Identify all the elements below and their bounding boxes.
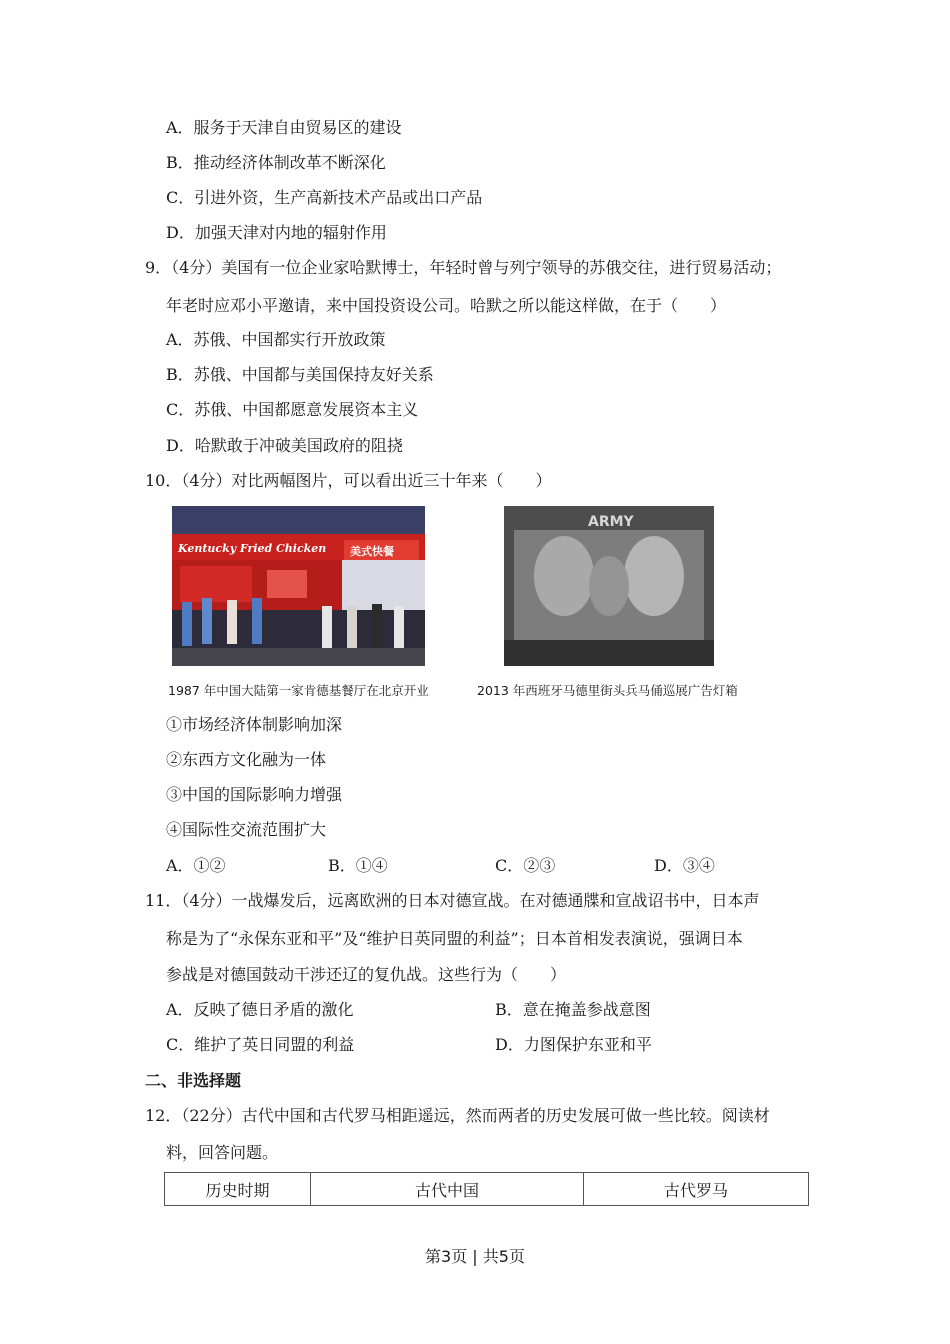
q10-stem: 10．（4分）对比两幅图片，可以看出近三十年来（ ） (145, 471, 552, 490)
q10-statement-2: ②东西方文化融为一体 (166, 750, 327, 769)
q11-option-d: D．力图保护东亚和平 (495, 1035, 652, 1054)
q8-option-b: B．推动经济体制改革不断深化 (166, 153, 386, 172)
q9-stem-line2: 年老时应邓小平邀请，来中国投资设公司。哈默之所以能这样做，在于（ ） (166, 296, 727, 315)
q10-option-d: D．③④ (654, 856, 715, 875)
q11-stem-line1: 11．（4分）一战爆发后，远离欧洲的日本对德宣战。在对德通牒和宣战诏书中，日本声 (145, 891, 760, 910)
comparison-table (164, 1172, 809, 1206)
page-footer: 第3页 | 共5页 (425, 1247, 525, 1266)
image1-caption: 1987 年中国大陆第一家肯德基餐厅在北京开业 (168, 683, 429, 698)
image2-caption: 2013 年西班牙马德里街头兵马俑巡展广告灯箱 (477, 683, 738, 698)
table-header-row (165, 1173, 809, 1206)
q10-statement-3: ③中国的国际影响力增强 (166, 785, 343, 804)
q12-stem-line1: 12．（22分）古代中国和古代罗马相距遥远，然而两者的历史发展可做一些比较。阅读材 (145, 1106, 770, 1125)
q11-stem-line2: 称是为了“永保东亚和平”及“维护日英同盟的利益”；日本首相发表演说，强调日本 (166, 929, 743, 948)
table-header-china: 古代中国 (311, 1173, 584, 1206)
q10-statement-1: ①市场经济体制影响加深 (166, 715, 343, 734)
section-heading: 二、非选择题 (145, 1071, 242, 1090)
q9-option-b: B．苏俄、中国都与美国保持友好关系 (166, 365, 434, 384)
q10-option-b: B．①④ (328, 856, 388, 875)
q10-statement-4: ④国际性交流范围扩大 (166, 820, 327, 839)
table-header-rome: 古代罗马 (584, 1173, 809, 1206)
q11-stem-line3: 参战是对德国鼓动干涉还辽的复仇战。这些行为（ ） (166, 965, 567, 984)
q11-option-c: C．维护了英日同盟的利益 (166, 1035, 355, 1054)
q8-option-c: C．引进外资，生产高新技术产品或出口产品 (166, 188, 483, 207)
kfc-sign-text: Kentucky Fried Chicken (178, 542, 327, 555)
army-sign-text: ARMY (588, 514, 634, 530)
q8-option-d: D．加强天津对内地的辐射作用 (166, 223, 387, 242)
q10-option-a: A．①② (166, 856, 226, 875)
q12-stem-line2: 料，回答问题。 (166, 1143, 279, 1162)
terracotta-billboard-photo (504, 506, 714, 666)
q10-option-c: C．②③ (495, 856, 556, 875)
q9-option-a: A．苏俄、中国都实行开放政策 (166, 330, 386, 349)
fastfood-sign-text: 美式快餐 (350, 545, 394, 558)
q9-option-d: D．哈默敢于冲破美国政府的阻挠 (166, 436, 403, 455)
q11-option-b: B．意在掩盖参战意图 (495, 1000, 651, 1019)
kfc-opening-photo (172, 506, 425, 666)
q9-option-c: C．苏俄、中国都愿意发展资本主义 (166, 400, 419, 419)
q8-option-a: A．服务于天津自由贸易区的建设 (166, 118, 402, 137)
q11-option-a: A．反映了德日矛盾的激化 (166, 1000, 354, 1019)
q9-stem-line1: 9．（4分）美国有一位企业家哈默博士，年轻时曾与列宁领导的苏俄交往，进行贸易活动； (145, 258, 782, 277)
table-header-period: 历史时期 (165, 1173, 311, 1206)
